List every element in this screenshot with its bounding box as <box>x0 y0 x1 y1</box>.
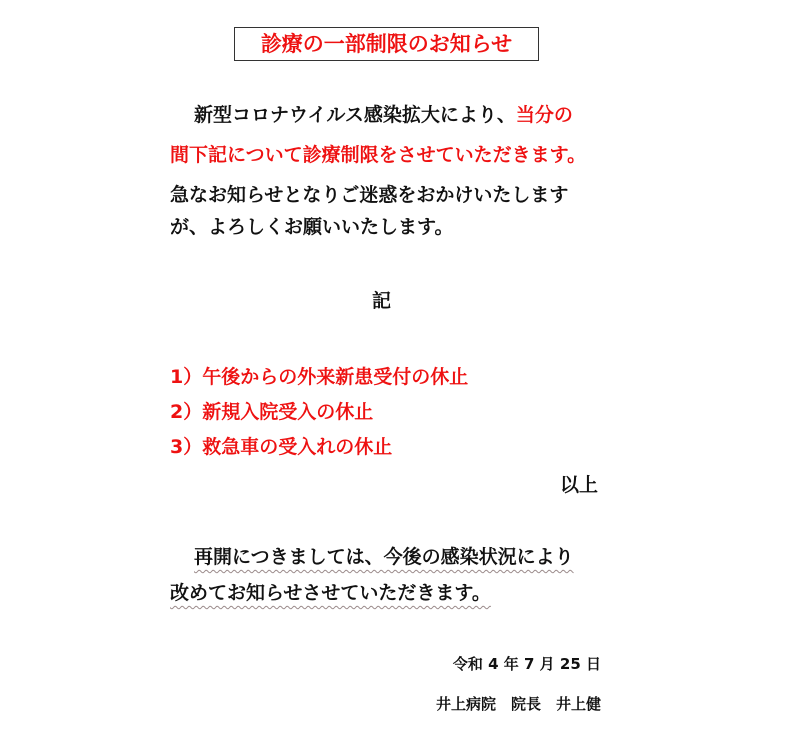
reopen-line-2 <box>170 580 491 606</box>
notice-date: 令和 4 年 7 月 25 日 <box>452 655 601 673</box>
intro-line-3: 急なお知らせとなりご迷惑をおかけいたします <box>170 184 569 206</box>
notice-title: 診療の一部制限のお知らせ <box>234 27 539 61</box>
restriction-item-3: 3）救急車の受入れの休止 <box>170 436 393 458</box>
intro-line-1-black: 新型コロナウイルス感染拡大により、 <box>194 104 516 126</box>
restriction-item-2: 2）新規入院受入の休止 <box>170 401 374 423</box>
restriction-item-1: 1）午後からの外来新患受付の休止 <box>170 366 469 388</box>
intro-line-2: 間下記について診療制限をさせていただきます。 <box>170 144 587 166</box>
signature: 井上病院 院長 井上健 <box>435 695 601 713</box>
reopen-line-1 <box>170 544 574 570</box>
intro-line-1-red: 当分の <box>515 104 573 126</box>
intro-line-1 <box>170 102 573 128</box>
ijo-closing: 以上 <box>560 474 599 496</box>
intro-line-4: が、よろしくお願いいたします。 <box>170 216 454 238</box>
reopen-line-1-text: 再開につきましては、今後の感染状況により <box>194 546 574 568</box>
ki-heading: 記 <box>372 290 392 312</box>
reopen-line-2-text: 改めてお知らせさせていただきます。 <box>170 582 491 604</box>
